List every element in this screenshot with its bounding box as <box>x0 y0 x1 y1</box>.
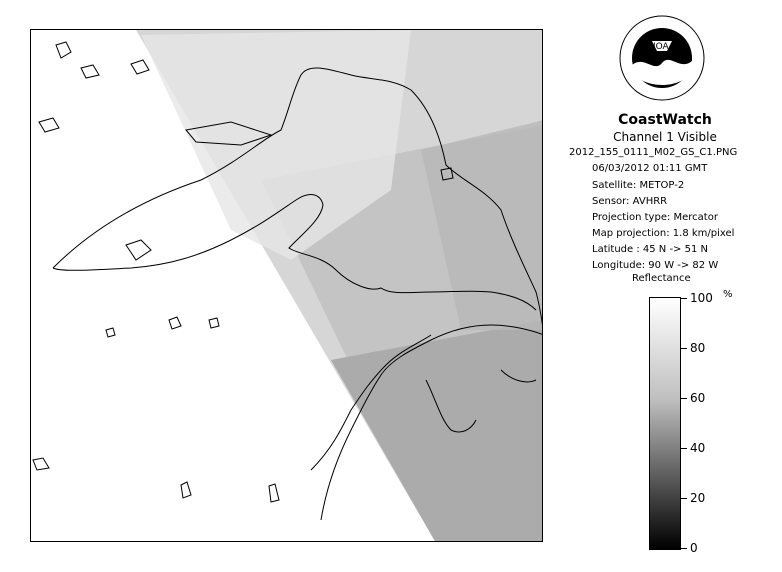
tick-label-0: 0 <box>690 541 698 555</box>
legend-title: Reflectance <box>632 273 691 284</box>
latitude-label: Latitude : 45 N -> 51 N <box>592 244 708 255</box>
channel-label: Channel 1 Visible <box>613 130 717 144</box>
tick-label-20: 20 <box>690 491 706 505</box>
tick-60 <box>681 398 687 399</box>
tick-label-60: 60 <box>690 391 706 405</box>
tick-80 <box>681 348 687 349</box>
longitude-label: Longitude: 90 W -> 82 W <box>592 260 719 271</box>
tick-label-80: 80 <box>690 341 706 355</box>
noaa-seal-icon <box>619 15 705 101</box>
tick-label-40: 40 <box>690 441 706 455</box>
satellite-label: Satellite: METOP-2 <box>592 180 685 191</box>
tick-label-100: 100 <box>690 291 713 305</box>
projection-label: Projection type: Mercator <box>592 212 718 223</box>
noaa-seal-text: NOAA <box>648 42 676 52</box>
legend-unit: % <box>723 289 733 300</box>
tick-20 <box>681 498 687 499</box>
brand-title: CoastWatch <box>618 112 712 128</box>
reflectance-colorbar <box>649 297 681 550</box>
datetime-label: 06/03/2012 01:11 GMT <box>592 163 708 174</box>
satellite-image <box>31 30 543 542</box>
tick-100 <box>681 298 687 299</box>
filename-label: 2012_155_0111_M02_GS_C1.PNG <box>569 147 738 158</box>
tick-40 <box>681 448 687 449</box>
tick-0 <box>681 548 687 549</box>
map-panel <box>30 29 543 542</box>
sensor-label: Sensor: AVHRR <box>592 196 668 207</box>
map-projection-label: Map projection: 1.8 km/pixel <box>592 228 735 239</box>
